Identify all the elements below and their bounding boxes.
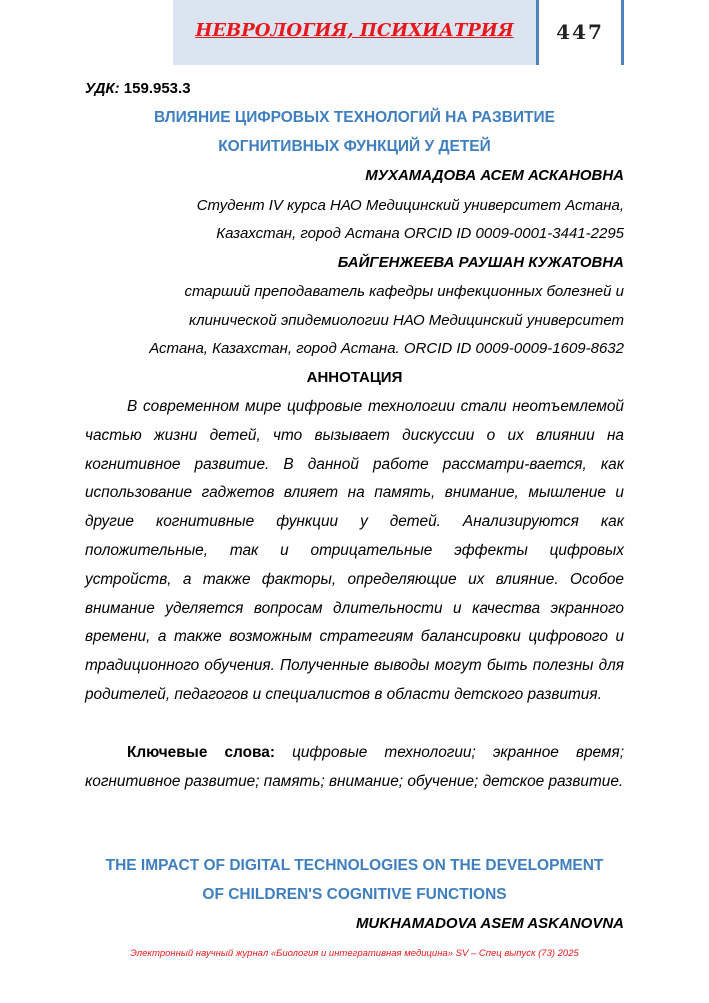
author-en-name: MUKHAMADOVA ASEM ASKANOVNA <box>355 915 624 932</box>
author-2-affiliation-line3: Астана, Казахстан, город Астана. ORCID ID 0009-0009-1609-8632 <box>149 340 624 357</box>
keywords-text: цифровые технологии; экранное время; когнитивное развитие; память; внимание; обучение; детское развитие. <box>85 744 624 790</box>
keywords-label: Ключевые слова: <box>127 744 275 761</box>
header-right-rule <box>621 0 624 65</box>
journal-footer: Электронный научный журнал «Биология и интегративная медицина» SV – Спец выпуск (73) 2025 <box>130 948 579 959</box>
author-1-affiliation-line1: Студент IV курса НАО Медицинский университет Астана, <box>196 197 624 214</box>
author-1-affiliation-line2: Казахстан, город Астана ORCID ID 0009-0001-3441-2295 <box>216 225 624 242</box>
annotation-text: В современном мире цифровые технологии стали неотъемлемой частью жизни детей, что вызывает дискуссии о их влиянии на когнитивное развитие. В данной работе рассматри-вается, как использование гаджетов влияет на память, внимание, мышление и другие когнитивные функции у детей. Анализируются как положительные, так и отрицательные эффекты цифровых устройств, а также факторы, определяющие их влияние. Особое внимание уделяется вопросам длительности и качества экранного времени, а также возможным стратегиям балансировки цифрового и традиционного обучения. Полученные выводы могут быть полезны для родителей, педагогов и специалистов в области детского развития. <box>85 398 624 703</box>
annotation-heading: АННОТАЦИЯ <box>306 369 403 386</box>
title-en-line1: THE IMPACT OF DIGITAL TECHNOLOGIES ON THE DEVELOPMENT <box>105 857 604 874</box>
author-2-affiliation-line2: клинической эпидемиологии НАО Медицинский университет <box>188 312 624 329</box>
keywords-paragraph <box>85 738 624 796</box>
author-1-name: МУХАМАДОВА АСЕМ АСКАНОВНА <box>365 167 624 184</box>
udk-value: 159.953.3 <box>119 80 191 97</box>
udk-line <box>85 80 191 97</box>
udk-label: УДК: <box>85 80 120 97</box>
title-ru-line1: ВЛИЯНИЕ ЦИФРОВЫХ ТЕХНОЛОГИЙ НА РАЗВИТИЕ <box>153 109 555 126</box>
author-2-affiliation-line1: старший преподаватель кафедры инфекционных болезней и <box>184 283 624 300</box>
title-ru-line2: КОГНИТИВНЫХ ФУНКЦИЙ У ДЕТЕЙ <box>218 138 491 155</box>
author-2-name: БАЙГЕНЖЕЕВА РАУШАН КУЖАТОВНА <box>337 254 624 271</box>
header-divider <box>536 0 539 65</box>
page-number: 447 <box>556 20 604 44</box>
title-en-line2: OF CHILDREN'S COGNITIVE FUNCTIONS <box>202 886 507 903</box>
journal-section-title: НЕВРОЛОГИЯ, ПСИХИАТРИЯ <box>195 20 514 41</box>
